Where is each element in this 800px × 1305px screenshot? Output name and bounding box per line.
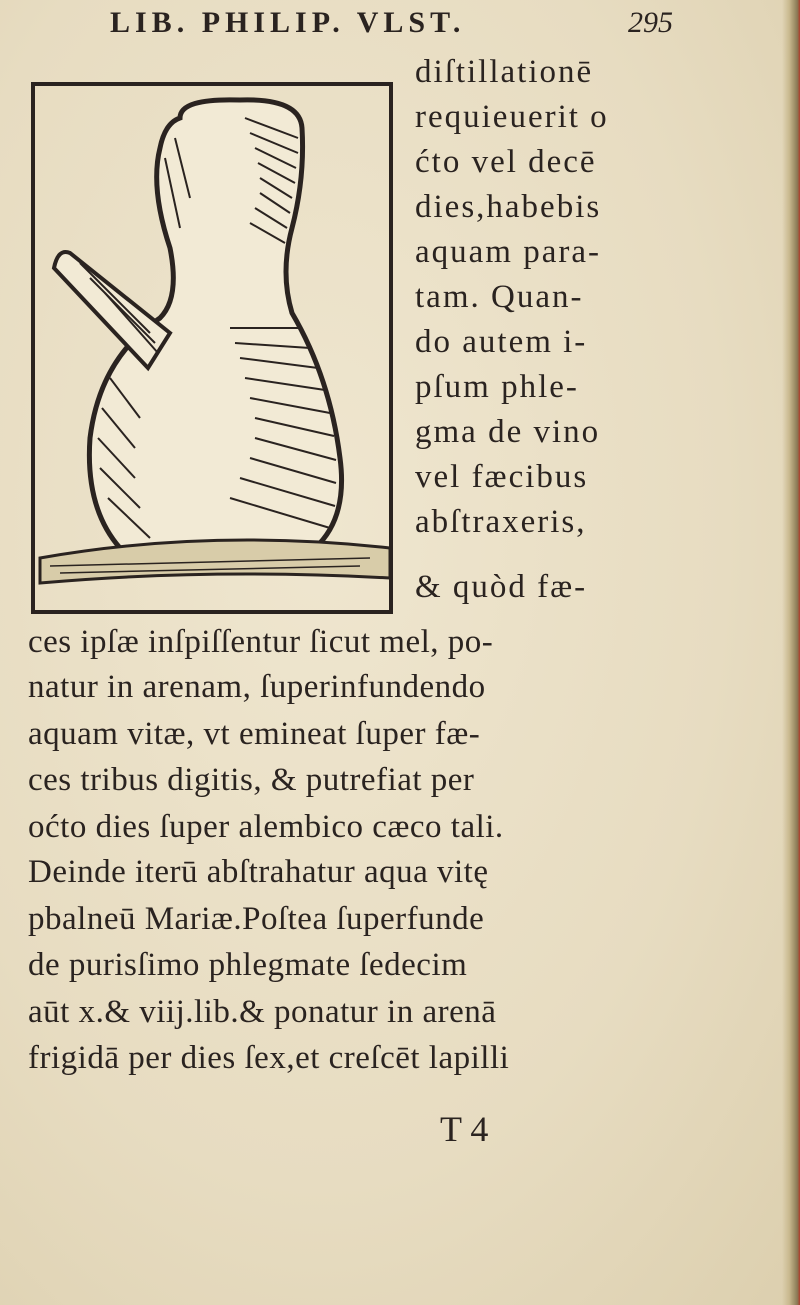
text-line: aquam vitæ, vt emineat ſuper fæ- xyxy=(28,716,481,752)
text-line: pbalneū Mariæ.Poſtea ſuperfunde xyxy=(28,901,485,937)
text-line: vel fæcibus xyxy=(415,459,589,495)
text-line: aquam para- xyxy=(415,234,601,270)
text-line: ces ipſæ inſpiſſentur ſicut mel, po- xyxy=(28,624,494,660)
page-number: 295 xyxy=(628,6,673,39)
text-line: oćto dies ſuper alembico cæco tali. xyxy=(28,809,504,845)
text-line: frigidā per dies ſex,et creſcēt lapilli xyxy=(28,1040,510,1076)
text-line: diſtillationē xyxy=(415,54,594,90)
text-line: requieuerit o xyxy=(415,99,609,135)
page-edge xyxy=(782,0,800,1305)
text-line: aūt x.& viij.lib.& ponatur in arenā xyxy=(28,994,497,1030)
text-line: de purisſimo phlegmate ſedecim xyxy=(28,947,468,983)
woodcut-illustration xyxy=(30,78,396,616)
text-line: abſtraxeris, xyxy=(415,504,587,540)
text-line: gma de vino xyxy=(415,414,601,450)
text-line: & quòd fæ- xyxy=(415,569,588,605)
text-line: Deinde iterū abſtrahatur aqua vitę xyxy=(28,854,489,890)
text-line: pſum phle- xyxy=(415,369,579,405)
text-line: natur in arenam, ſuperinfundendo xyxy=(28,669,486,705)
running-title: LIB. PHILIP. VLST. xyxy=(110,6,466,39)
text-line: do autem i- xyxy=(415,324,588,360)
text-line: tam. Quan- xyxy=(415,279,584,315)
signature-mark: T 4 xyxy=(440,1109,489,1149)
text-line: ces tribus digitis, & putrefiat per xyxy=(28,762,475,798)
text-line: dies,habebis xyxy=(415,189,602,225)
text-line: ćto vel decē xyxy=(415,144,597,180)
